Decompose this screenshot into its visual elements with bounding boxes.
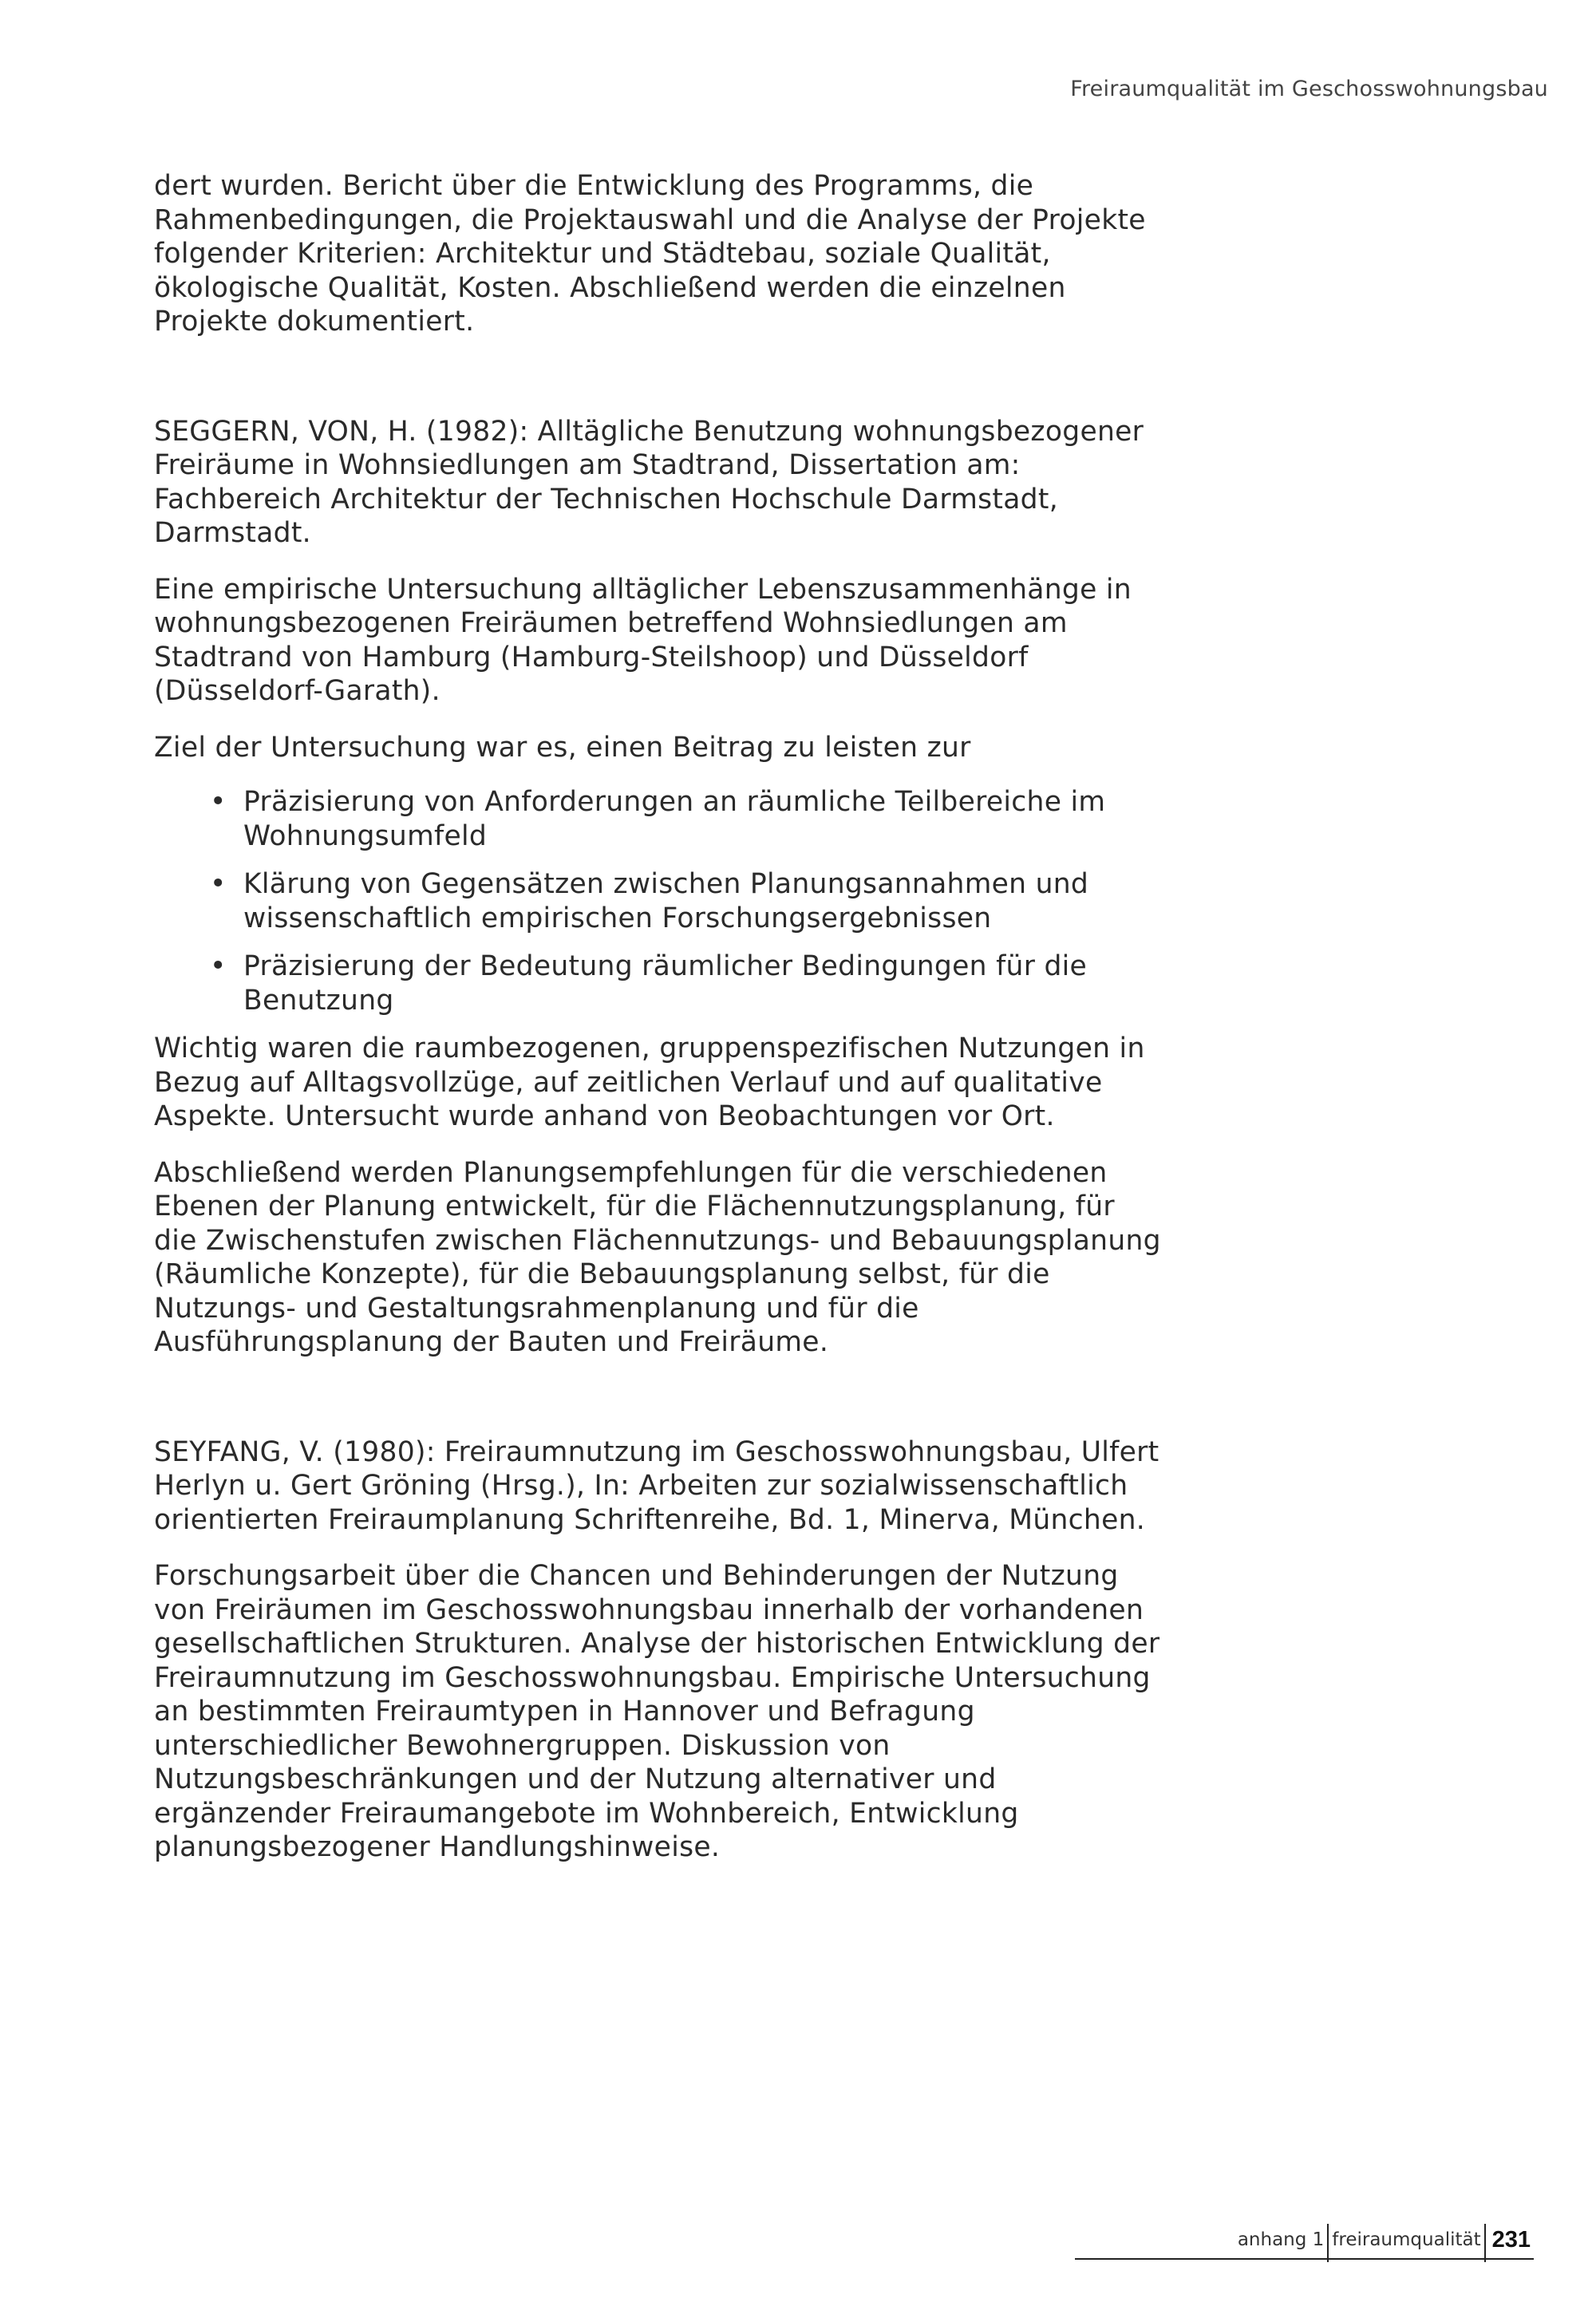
list-item: • Klärung von Gegensätzen zwischen Planungsannahmen und wissenschaftlich empirischen Forschungsergebnissen [210,868,1089,934]
paragraph-seggern-method: Wichtig waren die raumbezogenen, gruppenspezifischen Nutzungen in Bezug auf Alltagsvollzüge, auf zeitlichen Verlauf und auf qualitative Aspekte. Untersucht wurde anhand von Beobachtungen vor Ort. [154,1033,1145,1132]
paragraph-seggern-summary: Eine empirische Untersuchung alltäglicher Lebenszusammenhänge in wohnungsbezogenen Freiräumen betreffend Wohnsiedlungen am Stadtrand von Hamburg (Hamburg-Steilshoop) und Düsseldorf (Düsseldorf-Garath). [154,573,1132,707]
paragraph-seyfang-summary: Forschungsarbeit über die Chancen und Behinderungen der Nutzung von Freiräumen im Geschosswohnungsbau innerhalb der vorhandenen gesellschaftlichen Strukturen. Analyse der historischen Entwicklung der Freiraumnutzung im Geschosswohnungsbau. Empirische Untersuchung an bestimmten Freiraumtypen in Hannover und Befragung unterschiedlicher Bewohnergruppen. Diskussion von Nutzungsbeschränkungen und der Nutzung alternativer und ergänzender Freiraumangebote im Wohnbereich, Entwicklung planungsbezogener Handlungshinweise. [154,1560,1160,1863]
reference-seyfang: SEYFANG, V. (1980): Freiraumnutzung im Geschosswohnungsbau, Ulfert Herlyn u. Gert Gröning (Hrsg.), In: Arbeiten zur sozialwissenschaftlich orientierten Freiraumplanung Schriftenreihe, Bd. 1, Minerva, München. [154,1435,1159,1536]
paragraph-seggern-recommendations: Abschließend werden Planungsempfehlungen für die verschiedenen Ebenen der Planung entwickelt, für die Flächennutzungsplanung, für die Zwischenstufen zwischen Flächennutzungs- und Bebauungsplanung (Räumliche Konzepte), für die Bebauungsplanung selbst, für die Nutzungs- und Gestaltungsrahmenplanung und für die Ausführungsplanung der Bauten und Freiräume. [154,1156,1161,1358]
bullet-icon: • [210,950,227,982]
paragraph-seggern-goal: Ziel der Untersuchung war es, einen Beitrag zu leisten zur [154,731,971,764]
list-item: • Präzisierung der Bedeutung räumlicher Bedingungen für die Benutzung [210,950,1088,1017]
paragraph-continuation: dert wurden. Bericht über die Entwicklung des Programms, die Rahmenbedingungen, die Projektauswahl und die Analyse der Projekte folgender Kriterien: Architektur und Städtebau, soziale Qualität, ökologische Qualität, Kosten. Abschließend werden die einzelnen Projekte dokumentiert. [154,170,1146,338]
goal-bullet-list [154,785,1161,1017]
footer-section: anhang 1 [1237,2229,1325,2250]
page-footer [1235,2224,1534,2264]
page-number: 231 [1484,2224,1534,2262]
body-text [154,169,1161,1865]
bullet-icon: • [210,868,227,900]
running-header: Freiraumqualität im Geschosswohnungsbau [1070,77,1548,101]
bullet-icon: • [210,786,227,818]
list-item: • Präzisierung von Anforderungen an räumliche Teilbereiche im Wohnungsumfeld [210,786,1106,852]
footer-book-title: freiraumqualität [1327,2224,1483,2262]
reference-seggern: SEGGERN, VON, H. (1982): Alltägliche Benutzung wohnungsbezogener Freiräume in Wohnsiedlungen am Stadtrand, Dissertation am: Fachbereich Architektur der Technischen Hochschule Darmstadt, Darmstadt. [154,415,1144,549]
